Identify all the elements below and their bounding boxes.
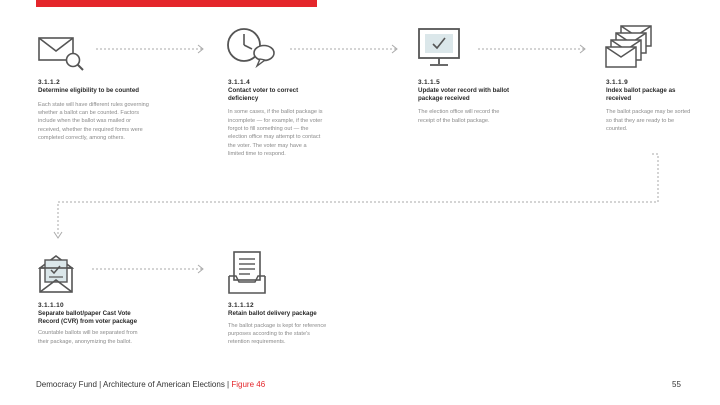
connector-arrow	[478, 44, 590, 54]
connector-arrow	[92, 264, 208, 274]
step-id: 3.1.1.5	[418, 79, 440, 86]
figure-link[interactable]: Figure 46	[231, 380, 266, 389]
step-id: 3.1.1.9	[606, 79, 628, 86]
open-envelope-ballot-icon	[38, 252, 74, 294]
page-number: 55	[672, 380, 681, 389]
step-separate-ballot	[38, 302, 138, 346]
connector-arrow	[96, 44, 208, 54]
step-description: The ballot package is kept for reference purposes according to the state's retention requirements.	[228, 322, 327, 346]
connector-arrow	[290, 44, 402, 54]
wrap-connector	[52, 150, 664, 242]
step-description: Each state will have different rules governing whether a ballot can be counted. Factors include when the ballot was mailed or received, whether the required forms were completed correctly, among others.	[38, 101, 149, 142]
clock-speech-bubble-icon	[226, 26, 276, 70]
document-tray-icon	[228, 250, 268, 296]
step-title: Update voter record with ballot package received	[418, 87, 510, 102]
envelope-stack-icon	[605, 24, 655, 70]
step-id: 3.1.1.12	[228, 302, 254, 309]
step-description: Countable ballots will be separated from their package, anonymizing the ballot.	[38, 330, 138, 345]
step-description: The election office will record the receipt of the ballot package.	[418, 109, 500, 124]
step-id: 3.1.1.10	[38, 302, 64, 309]
step-title: Separate ballot/paper Cast Vote Record (CVR) from voter package	[38, 310, 138, 325]
step-title: Index ballot package as received	[606, 87, 676, 102]
step-title: Determine eligibility to be counted	[38, 87, 140, 94]
step-update-voter-record	[418, 79, 514, 125]
footer-text: Democracy Fund | Architecture of American Elections |	[36, 380, 232, 389]
envelope-magnifier-icon	[38, 36, 84, 72]
step-title: Contact voter to correct deficiency	[228, 87, 299, 102]
step-description: The ballot package may be sorted so that they are ready to be counted.	[606, 109, 691, 132]
monitor-checkmark-icon	[418, 28, 462, 70]
step-index-ballot-package	[606, 79, 696, 133]
step-title: Retain ballot delivery package	[228, 310, 317, 317]
step-id: 3.1.1.4	[228, 79, 250, 86]
footer-caption	[36, 380, 265, 389]
step-retain-ballot-package	[228, 302, 332, 347]
step-determine-eligibility	[38, 79, 150, 143]
top-accent-bar	[36, 0, 317, 7]
step-description: In some cases, if the ballot package is incomplete — for example, if the voter forgot to fill something out — the election office may attempt to contact the voter. The voter may have a limited time to respond.	[228, 109, 323, 158]
step-contact-voter	[228, 79, 324, 159]
step-id: 3.1.1.2	[38, 79, 60, 86]
